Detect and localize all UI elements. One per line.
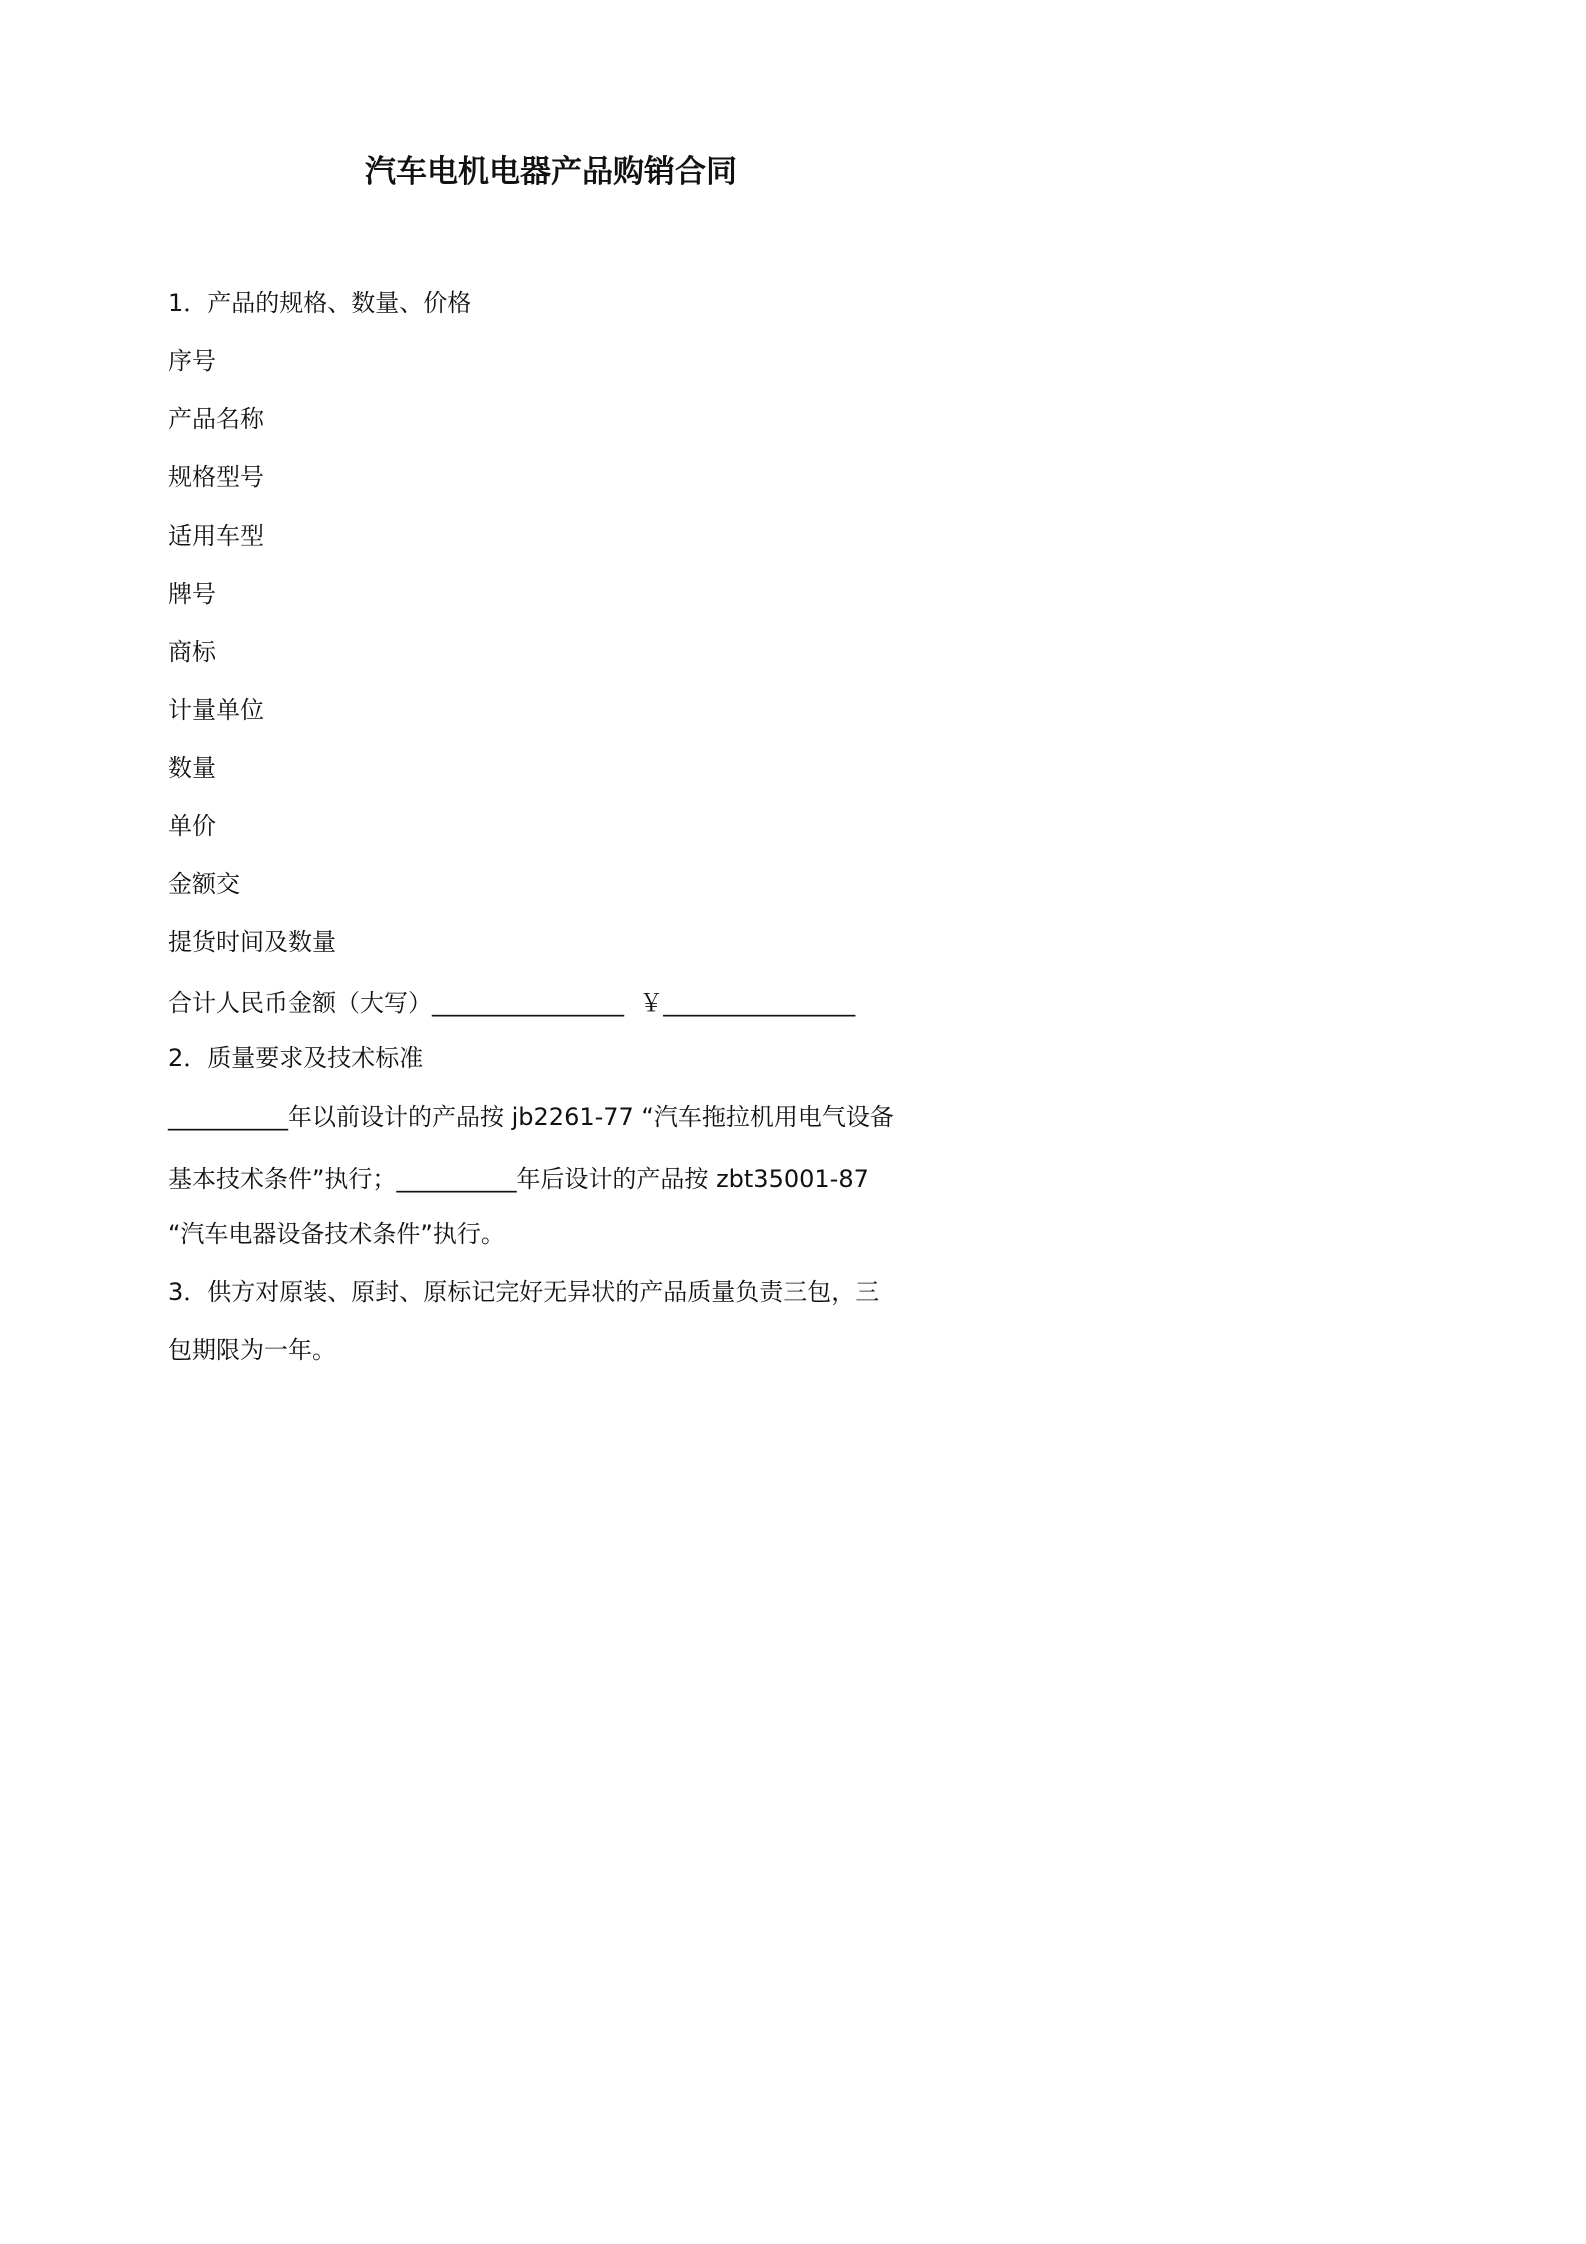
field-label: 数量 <box>168 754 216 782</box>
field-label: 序号 <box>168 347 216 375</box>
section2-line2-text-b: 年后设计的产品按 zbt35001-87 <box>516 1165 869 1193</box>
field-label: 金额交 <box>168 870 240 898</box>
field-label: 牌号 <box>168 580 216 608</box>
total-amount-figure-blank[interactable]: ________________ <box>663 989 856 1017</box>
currency-symbol: ￥ <box>639 989 664 1017</box>
field-label: 单价 <box>168 812 216 840</box>
field-label: 产品名称 <box>168 405 264 433</box>
total-amount-line <box>168 986 855 1020</box>
section3-paragraph-line1: 3．供方对原装、原封、原标记完好无异状的产品质量负责三包，三 <box>168 1278 880 1306</box>
year-before-blank[interactable]: __________ <box>168 1103 288 1131</box>
section3-paragraph-line2: 包期限为一年。 <box>168 1336 336 1364</box>
section2-heading: 2．质量要求及技术标准 <box>168 1044 424 1072</box>
document-page <box>0 0 1102 1559</box>
year-after-blank[interactable]: __________ <box>396 1165 517 1193</box>
section1-heading: 1．产品的规格、数量、价格 <box>168 289 472 317</box>
total-amount-label: 合计人民币金额（大写） <box>168 989 432 1017</box>
section2-line1-text: 年以前设计的产品按 jb2261-77 “汽车拖拉机用电气设备 <box>288 1103 894 1131</box>
section2-paragraph-line1 <box>168 1100 894 1134</box>
field-label: 适用车型 <box>168 522 264 550</box>
total-amount-uppercase-blank[interactable]: ________________ <box>432 989 624 1017</box>
section2-line2-text-a: 基本技术条件”执行； <box>168 1165 397 1193</box>
field-label: 规格型号 <box>168 463 264 491</box>
document-title: 汽车电机电器产品购销合同 <box>365 154 737 190</box>
section2-paragraph-line3: “汽车电器设备技术条件”执行。 <box>168 1220 505 1248</box>
field-label: 提货时间及数量 <box>168 928 336 956</box>
field-label: 计量单位 <box>168 696 264 724</box>
section2-paragraph-line2 <box>168 1162 869 1196</box>
field-label: 商标 <box>168 638 216 666</box>
